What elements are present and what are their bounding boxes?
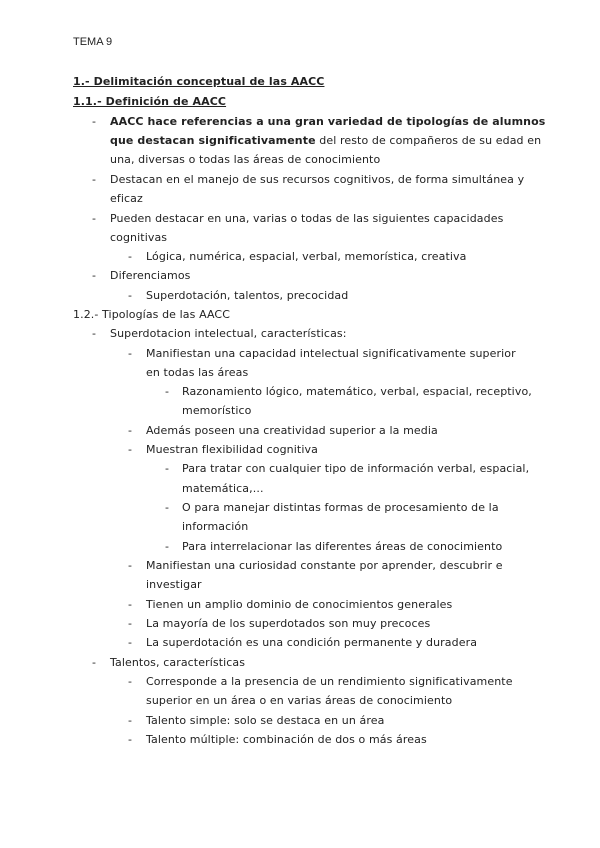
sub-bullet-dash: - bbox=[128, 733, 132, 746]
sub-bullet-dash: - bbox=[128, 559, 132, 572]
m3-sub2-line-1: O para manejar distintas formas de procesamiento de la bbox=[182, 501, 499, 514]
talentos-title: Talentos, características bbox=[110, 656, 246, 669]
sub-bullet-dash: - bbox=[128, 443, 132, 456]
bullet-2-line-1: Destacan en el manejo de sus recursos cognitivos, de forma simultánea y bbox=[110, 173, 525, 186]
bullet-2-line-2: eficaz bbox=[110, 192, 143, 205]
m5: Tienen un amplio dominio de conocimientos generales bbox=[146, 598, 453, 611]
m3-sub1-line-2: matemática,... bbox=[182, 482, 264, 495]
definition-line-2 bbox=[110, 134, 541, 148]
bullet-dash: - bbox=[92, 656, 96, 669]
bullet-dash: - bbox=[92, 269, 96, 282]
sub-bullet-dash: - bbox=[128, 289, 132, 302]
t2: Talento simple: solo se destaca en un área bbox=[146, 714, 385, 727]
subsub-bullet-dash: - bbox=[165, 540, 169, 553]
bullet-4-sub: Superdotación, talentos, precocidad bbox=[146, 289, 349, 302]
t3: Talento múltiple: combinación de dos o más áreas bbox=[146, 733, 427, 746]
m7: La superdotación es una condición permanente y duradera bbox=[146, 636, 478, 649]
sub-bullet-dash: - bbox=[128, 675, 132, 688]
m3-sub1-line-1: Para tratar con cualquier tipo de información verbal, espacial, bbox=[182, 462, 530, 475]
bullet-dash: - bbox=[92, 115, 96, 128]
heading-1-1: 1.1.- Definición de AACC bbox=[73, 95, 227, 108]
sub-bullet-dash: - bbox=[128, 617, 132, 630]
m4-line-2: investigar bbox=[146, 578, 202, 591]
definition-bold: que destacan significativamente bbox=[110, 134, 316, 147]
definition-line-3: una, diversas o todas las áreas de conocimiento bbox=[110, 153, 381, 166]
subsub-bullet-dash: - bbox=[165, 385, 169, 398]
sub-bullet-dash: - bbox=[128, 598, 132, 611]
page-header: TEMA 9 bbox=[73, 36, 113, 48]
m3-sub3: Para interrelacionar las diferentes áreas de conocimiento bbox=[182, 540, 503, 553]
bullet-3-sub: Lógica, numérica, espacial, verbal, memorística, creativa bbox=[146, 250, 467, 263]
m1-line-2: en todas las áreas bbox=[146, 366, 249, 379]
bullet-3-line-1: Pueden destacar en una, varias o todas de las siguientes capacidades bbox=[110, 212, 504, 225]
m4-line-1: Manifiestan una curiosidad constante por aprender, descubrir e bbox=[146, 559, 503, 572]
t1-line-2: superior en un área o en varias áreas de conocimiento bbox=[146, 694, 453, 707]
m1-line-1: Manifiestan una capacidad intelectual significativamente superior bbox=[146, 347, 516, 360]
m1-sub-line-1: Razonamiento lógico, matemático, verbal, espacial, receptivo, bbox=[182, 385, 532, 398]
subsub-bullet-dash: - bbox=[165, 462, 169, 475]
sub-bullet-dash: - bbox=[128, 424, 132, 437]
m2: Además poseen una creatividad superior a la media bbox=[146, 424, 438, 437]
sub-bullet-dash: - bbox=[128, 250, 132, 263]
bullet-dash: - bbox=[92, 327, 96, 340]
definition-line-1: AACC hace referencias a una gran variedad de tipologías de alumnos bbox=[110, 115, 546, 128]
m3: Muestran flexibilidad cognitiva bbox=[146, 443, 318, 456]
t1-line-1: Corresponde a la presencia de un rendimiento significativamente bbox=[146, 675, 513, 688]
superdotacion-title: Superdotacion intelectual, características: bbox=[110, 327, 347, 340]
heading-1-2: 1.2.- Tipologías de las AACC bbox=[73, 308, 230, 321]
sub-bullet-dash: - bbox=[128, 636, 132, 649]
bullet-4: Diferenciamos bbox=[110, 269, 191, 282]
sub-bullet-dash: - bbox=[128, 714, 132, 727]
sub-bullet-dash: - bbox=[128, 347, 132, 360]
subsub-bullet-dash: - bbox=[165, 501, 169, 514]
m1-sub-line-2: memorístico bbox=[182, 404, 252, 417]
m6: La mayoría de los superdotados son muy precoces bbox=[146, 617, 431, 630]
heading-1: 1.- Delimitación conceptual de las AACC bbox=[73, 75, 325, 88]
definition-rest: del resto de compañeros de su edad en bbox=[315, 134, 542, 147]
bullet-dash: - bbox=[92, 173, 96, 186]
m3-sub2-line-2: información bbox=[182, 520, 249, 533]
bullet-3-line-2: cognitivas bbox=[110, 231, 168, 244]
bullet-dash: - bbox=[92, 212, 96, 225]
